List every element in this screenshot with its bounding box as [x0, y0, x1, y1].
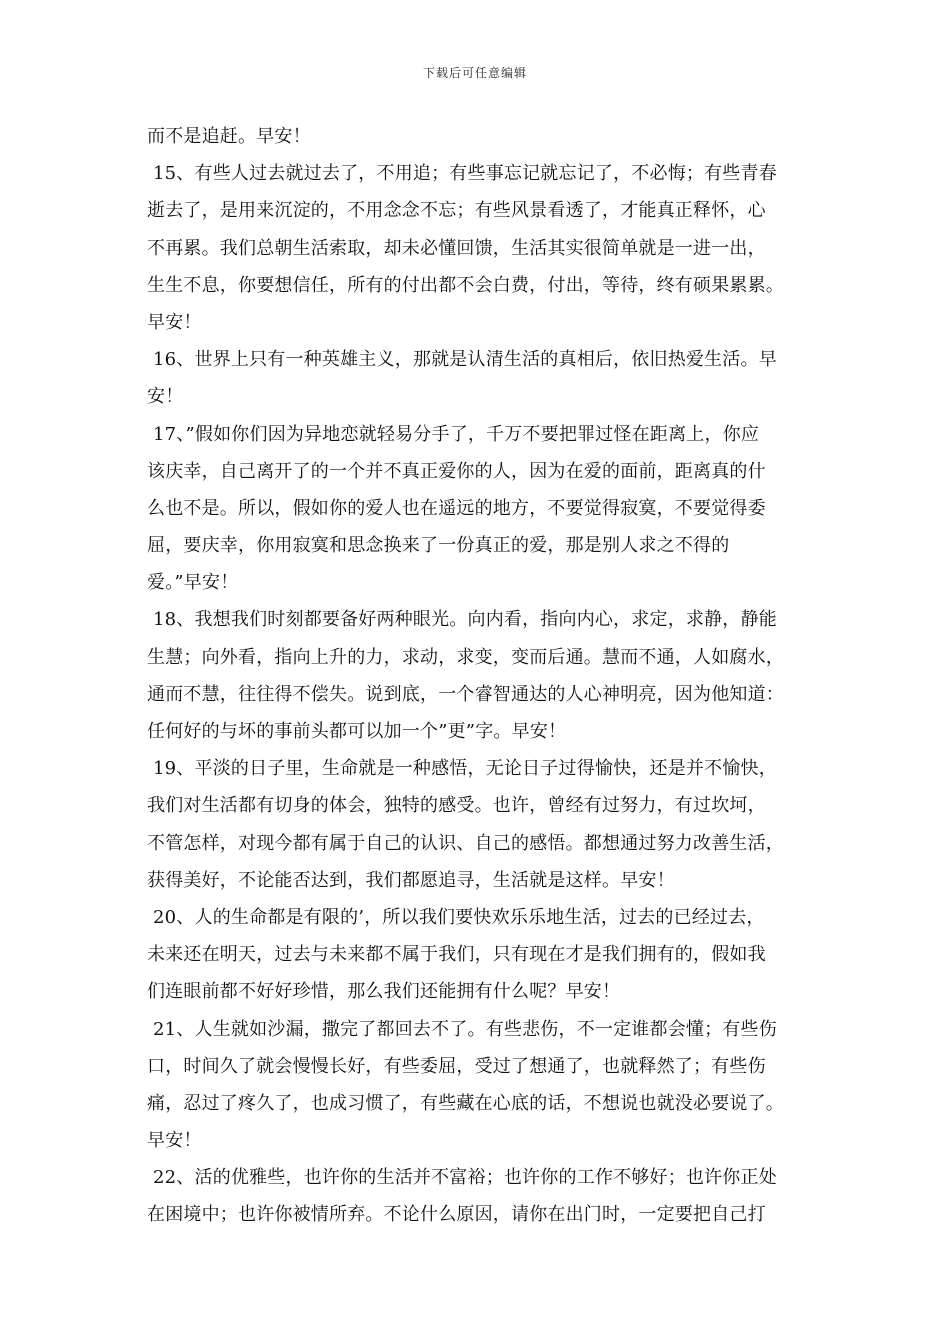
text-line: 生生不息，你要想信任，所有的付出都不会白费，付出，等待，终有硕果累累。: [147, 274, 784, 296]
text-line: 么也不是。所以，假如你的爱人也在遥远的地方，不要觉得寂寞，不要觉得委: [147, 497, 766, 519]
text-line: 不管怎样，对现今都有属于自己的认识、自己的感悟。都想通过努力改善生活，: [147, 832, 784, 854]
document-body: [147, 118, 827, 1234]
text-line: 获得美好，不论能否达到，我们都愿追寻，生活就是这样。早安！: [147, 869, 675, 891]
text-line: 任何好的与坏的事前头都可以加一个”更”字。早安！: [147, 721, 567, 742]
header-note: 下载后可任意编辑: [422, 66, 527, 80]
text-line: 安！: [147, 386, 184, 408]
text-line: 21、人生就如沙漏，撒完了都回去不了。有些悲伤，不一定谁都会懂；有些伤: [153, 1018, 777, 1040]
text-line: 15、有些人过去就过去了，不用追；有些事忘记就忘记了，不必悔；有些青春: [153, 163, 777, 185]
text-line: 生慧；向外看，指向上升的力，求动，求变，变而后通。慧而不通，人如腐水，: [147, 646, 784, 668]
text-line: 19、平淡的日子里，生命就是一种感悟，无论日子过得愉快，还是并不愉快，: [153, 758, 777, 780]
text-line: 早安！: [147, 1130, 202, 1152]
text-line: 们连眼前都不好好珍惜，那么我们还能拥有什么呢？早安！: [147, 981, 621, 1003]
text-line: 逝去了，是用来沉淀的，不用念念不忘；有些风景看透了，才能真正释怀，心: [147, 200, 766, 222]
text-line: 爱。”早安！: [147, 572, 239, 594]
text-line: 17、”假如你们因为异地恋就轻易分手了，千万不要把罪过怪在距离上，你应: [153, 423, 760, 445]
text-line: 口，时间久了就会慢慢长好，有些委屈，受过了想通了，也就释然了；有些伤: [147, 1055, 766, 1077]
text-line: 我们对生活都有切身的体会，独特的感受。也许，曾经有过努力，有过坎坷，: [147, 795, 766, 817]
text-line: 该庆幸，自己离开了的一个并不真正爱你的人，因为在爱的面前，距离真的什: [147, 460, 766, 482]
text-line: 20、人的生命都是有限的’，所以我们要快欢乐乐地生活，过去的已经过去，: [153, 906, 765, 928]
text-line: 屈，要庆幸，你用寂寞和思念换来了一份真正的爱，那是别人求之不得的: [147, 535, 730, 557]
text-line: 16、世界上只有一种英雄主义，那就是认清生活的真相后，依旧热爱生活。早: [153, 349, 777, 371]
text-line: 不再累。我们总朝生活索取，却未必懂回馈，生活其实很简单就是一进一出，: [147, 237, 766, 259]
text-line: 通而不慧，往往得不偿失。说到底，一个睿智通达的人心神明亮，因为他知道：: [147, 683, 784, 705]
text-line: 22、活的优雅些，也许你的生活并不富裕；也许你的工作不够好；也许你正处: [153, 1167, 777, 1189]
text-line: 在困境中；也许你被情所弃。不论什么原因，请你在出门时，一定要把自己打: [147, 1204, 766, 1226]
text-line: 18、我想我们时刻都要备好两种眼光。向内看，指向内心，求定，求静，静能: [153, 609, 777, 631]
text-line: 早安！: [147, 311, 202, 333]
text-line: 未来还在明天，过去与未来都不属于我们，只有现在才是我们拥有的，假如我: [147, 944, 766, 966]
text-line: 痛，忍过了疼久了，也成习惯了，有些藏在心底的话，不想说也就没必要说了。: [147, 1092, 784, 1114]
text-line: 而不是追赶。早安！: [147, 126, 311, 147]
